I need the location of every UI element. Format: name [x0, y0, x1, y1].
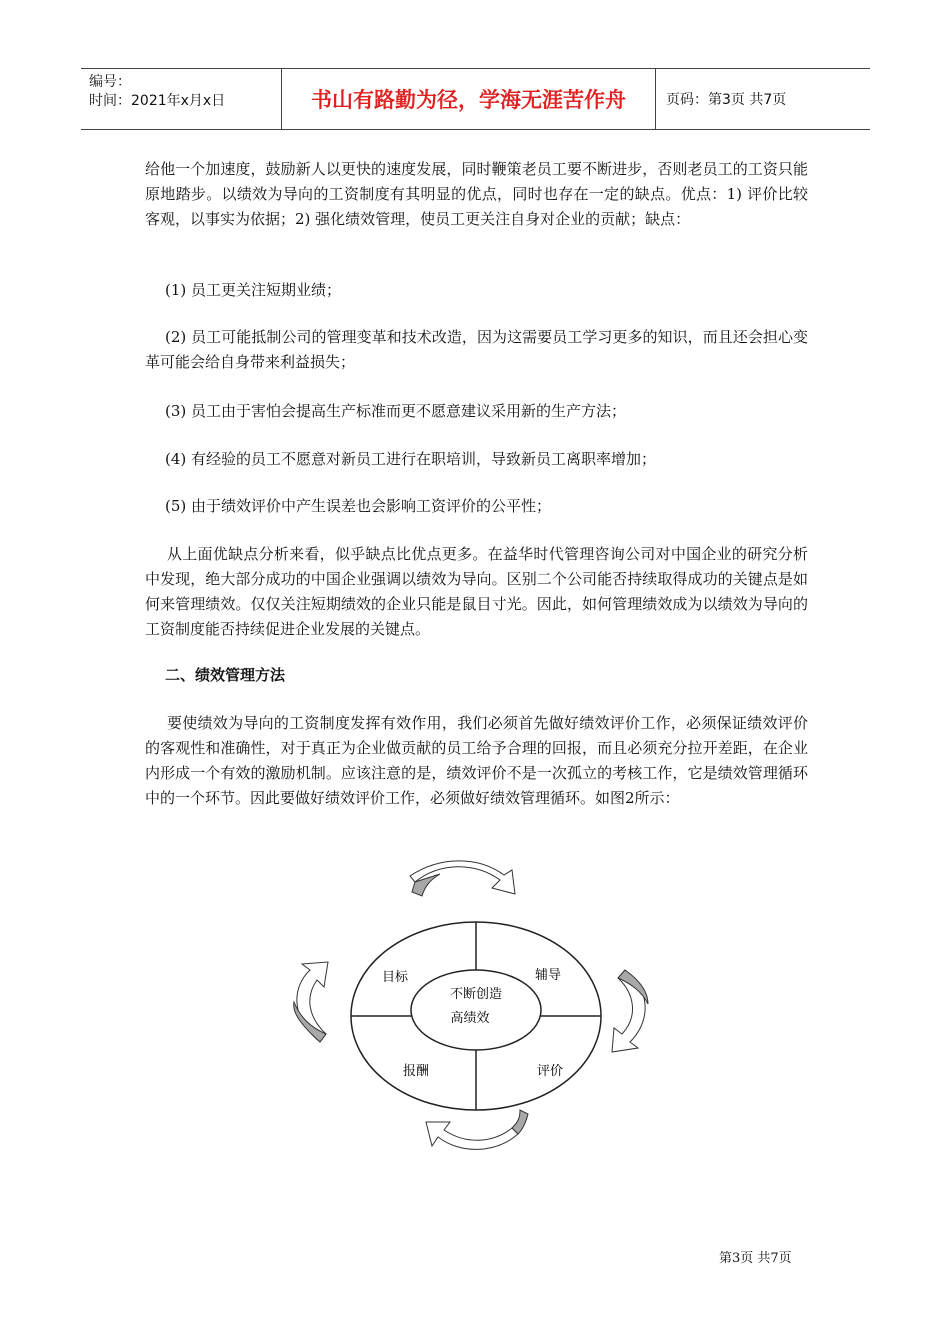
list-item-2: (2) 员工可能抵制公司的管理变革和技术改造，因为这需要员工学习更多的知识，而且还会担心变革可能会给自身带来利益损失； — [145, 328, 808, 371]
quadrant-goal-label: 目标 — [381, 970, 409, 985]
quadrant-coaching-label: 辅导 — [534, 968, 562, 983]
quadrant-reward-label: 报酬 — [402, 1064, 430, 1079]
right-cycle-arrow — [612, 970, 648, 1052]
list-item-4: (4) 有经验的员工不愿意对新员工进行在职培训，导致新员工离职率增加； — [165, 450, 657, 468]
bottom-cycle-arrow — [426, 1110, 528, 1149]
left-cycle-arrow — [294, 962, 328, 1042]
number-label: 编号： — [89, 74, 131, 90]
list-item-3: (3) 员工由于害怕会提高生产标准而更不愿意建议采用新的生产方法； — [165, 402, 627, 420]
list-item-1: (1) 员工更关注短期业绩； — [165, 281, 342, 299]
center-label-1: 不断创造 — [449, 987, 503, 1002]
header-page-info: 页码：第3页 共7页 — [666, 92, 787, 108]
top-cycle-arrow — [410, 861, 515, 896]
paragraph-3: 要使绩效为导向的工资制度发挥有效作用，我们必须首先做好绩效评价工作，必须保证绩效评价的客观性和准确性，对于真正为企业做贡献的员工给予合理的回报，而且必须充分拉开差距，在企业内形成一个有效的激励机制。应该注意的是，绩效评价不是一次孤立的考核工作，它是绩效管理循环中的一个环节。因此要做好绩效评价工作，必须做好绩效管理循环。如图2所示： — [145, 714, 808, 807]
list-item-5: (5) 由于绩效评价中产生误差也会影响工资评价的公平性； — [165, 497, 552, 515]
header-left-cell — [81, 69, 281, 129]
section-heading: 二、绩效管理方法 — [165, 666, 286, 684]
paragraph-2: 从上面优缺点分析来看，似乎缺点比优点更多。在益华时代管理咨询公司对中国企业的研究分析中发现，绝大部分成功的中国企业强调以绩效为导向。区别二个公司能否持续取得成功的关键点是如何来管理绩效。仅仅关注短期绩效的企业只能是鼠目寸光。因此，如何管理绩效成为以绩效为导向的工资制度能否持续促进企业发展的关键点。 — [145, 545, 808, 638]
header-motto: 书山有路勤为径，学海无涯苦作舟 — [281, 69, 656, 129]
center-label-2: 高绩效 — [450, 1011, 490, 1026]
quadrant-evaluation-label: 评价 — [536, 1064, 564, 1079]
inner-ellipse — [411, 970, 541, 1050]
footer-page-number: 第3页 共7页 — [719, 1251, 792, 1266]
performance-cycle-diagram — [280, 852, 655, 1162]
page-header — [81, 68, 870, 130]
paragraph-1: 给他一个加速度，鼓励新人以更快的速度发展，同时鞭策老员工要不断进步，否则老员工的工资只能原地踏步。以绩效为导向的工资制度有其明显的优点，同时也存在一定的缺点。优点：1) 评价比较客观，以事实为依据；2) 强化绩效管理，使员工更关注自身对企业的贡献；缺点： — [145, 160, 808, 228]
time-label: 时间：2021年x月x日 — [89, 93, 226, 109]
